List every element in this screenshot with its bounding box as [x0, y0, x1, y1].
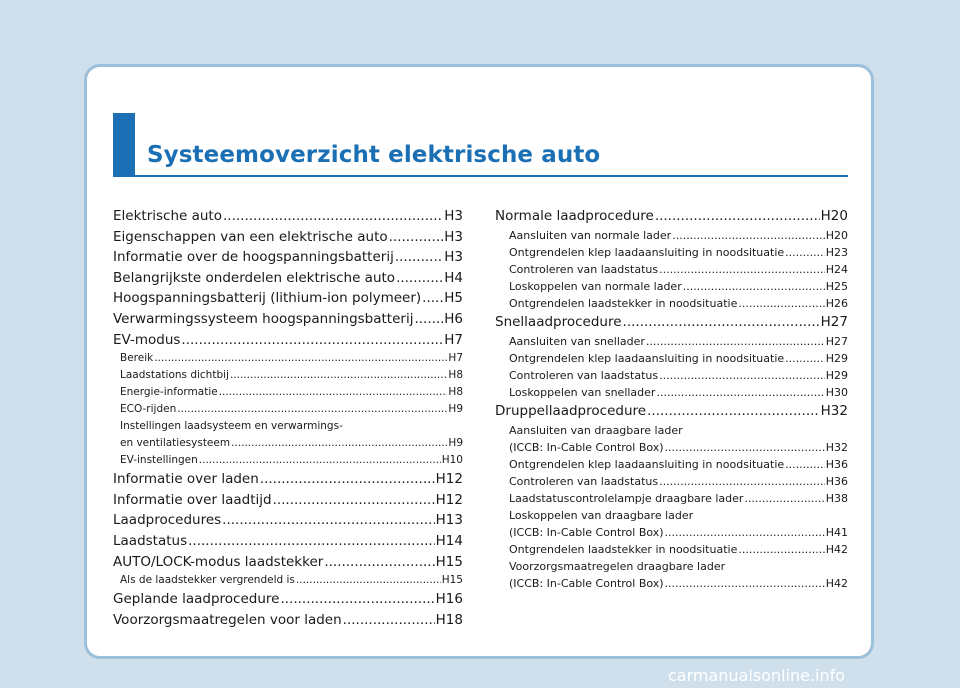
toc-entry[interactable] — [113, 309, 463, 330]
dot-leader — [785, 350, 825, 367]
toc-subentry[interactable] — [495, 244, 848, 261]
toc-page-number: H3 — [444, 208, 463, 224]
toc-entry-label: en ventilatiesysteem — [120, 437, 231, 450]
toc-page-number: H29 — [825, 369, 848, 382]
toc-entry[interactable] — [495, 401, 848, 422]
toc-entry-continued[interactable] — [495, 422, 848, 439]
toc-page-number: H15 — [441, 574, 463, 587]
toc-page-number: H7 — [444, 331, 463, 348]
toc-entry[interactable] — [113, 589, 463, 610]
dot-leader — [646, 333, 825, 350]
toc-page-number: H5 — [444, 290, 463, 307]
toc-page-number: H13 — [435, 512, 463, 529]
toc-entry-label: Controleren van laadstatus — [509, 369, 659, 382]
dot-leader — [623, 312, 820, 333]
page-title: Systeemoverzicht elektrische auto — [147, 142, 601, 168]
dot-leader — [199, 452, 441, 469]
toc-page-number: H32 — [820, 403, 848, 419]
dot-leader — [343, 610, 435, 631]
toc-entry-label: (ICCB: In-Cable Control Box) — [509, 441, 664, 454]
dot-leader — [395, 247, 443, 268]
toc-right-column — [495, 206, 848, 592]
toc-page-number: H9 — [448, 403, 463, 416]
toc-subentry[interactable] — [495, 278, 848, 295]
dot-leader — [324, 552, 434, 573]
toc-entry-label: Informatie over laden — [113, 471, 259, 488]
toc-page-number: H14 — [435, 532, 463, 549]
toc-entry-label: Hoogspanningsbatterij (lithium-ion polymeer) — [113, 290, 422, 307]
toc-entry-continued[interactable] — [495, 558, 848, 575]
dot-leader — [422, 288, 443, 309]
dot-leader — [683, 278, 825, 295]
toc-page-number: H3 — [444, 249, 463, 266]
toc-entry[interactable] — [113, 469, 463, 490]
toc-entry-label: Informatie over de hoogspanningsbatterij — [113, 249, 394, 266]
toc-entry-label: Elektrische auto — [113, 208, 222, 224]
dot-leader — [389, 227, 444, 248]
toc-page-number: H29 — [825, 352, 848, 365]
toc-page-number: H16 — [435, 591, 463, 608]
toc-page-number: H20 — [825, 229, 848, 242]
toc-entry[interactable] — [113, 490, 463, 511]
toc-entry[interactable] — [113, 247, 463, 268]
dot-leader — [672, 227, 825, 244]
toc-page-number: H20 — [820, 208, 848, 224]
toc-entry-continued[interactable] — [113, 418, 463, 435]
title-accent-bar — [113, 113, 135, 177]
toc-entry[interactable] — [113, 268, 463, 289]
dot-leader — [655, 206, 820, 227]
toc-entry-label: ECO-rijden — [120, 403, 177, 416]
toc-subentry[interactable] — [495, 295, 848, 312]
toc-subentry[interactable] — [113, 435, 463, 452]
dot-leader — [219, 384, 448, 401]
toc-entry-label: Ontgrendelen laadstekker in noodsituatie — [509, 543, 738, 556]
toc-page-number: H12 — [435, 471, 463, 488]
toc-page-number: H18 — [435, 611, 463, 628]
dot-leader — [744, 490, 824, 507]
toc-page-number: H27 — [825, 335, 848, 348]
toc-subentry[interactable] — [113, 350, 463, 367]
toc-entry-label: Controleren van laadstatus — [509, 475, 659, 488]
toc-entry-label: Energie-informatie — [120, 386, 218, 399]
toc-subentry[interactable] — [495, 439, 848, 456]
toc-left-column — [113, 206, 463, 630]
dot-leader — [273, 490, 435, 511]
dot-leader — [665, 439, 825, 456]
toc-subentry[interactable] — [495, 227, 848, 244]
toc-subentry[interactable] — [495, 490, 848, 507]
toc-entry-label: Laadprocedures — [113, 512, 222, 529]
dot-leader — [785, 244, 825, 261]
toc-entry[interactable] — [113, 531, 463, 552]
toc-entry[interactable] — [113, 288, 463, 309]
toc-subentry[interactable] — [495, 575, 848, 592]
toc-page-number: H9 — [448, 437, 463, 450]
toc-entry[interactable] — [113, 206, 463, 227]
toc-entry-label: Laadstatus — [113, 532, 188, 549]
dot-leader — [280, 589, 434, 610]
toc-page-number: H15 — [435, 553, 463, 570]
toc-entry-label: Controleren van laadstatus — [509, 263, 659, 276]
toc-entry-label: (ICCB: In-Cable Control Box) — [509, 577, 664, 590]
toc-entry-label: AUTO/LOCK-modus laadstekker — [113, 553, 324, 570]
toc-entry[interactable] — [495, 206, 848, 227]
toc-subentry[interactable] — [495, 524, 848, 541]
toc-entry-continued[interactable] — [495, 507, 848, 524]
toc-entry-label: Laadstations dichtbij — [120, 369, 229, 382]
toc-entry-label: Belangrijkste onderdelen elektrische auto — [113, 269, 396, 286]
toc-page-number: H30 — [825, 386, 848, 399]
toc-subentry[interactable] — [495, 367, 848, 384]
dot-leader — [656, 384, 824, 401]
toc-page-number: H7 — [448, 352, 463, 365]
toc-entry-label: Loskoppelen van draagbare lader — [509, 509, 694, 522]
toc-entry-label: Verwarmingssysteem hoogspanningsbatterij — [113, 310, 414, 327]
toc-page-number: H10 — [441, 454, 463, 467]
toc-entry-label: Aansluiten van draagbare lader — [509, 424, 683, 437]
toc-page-number: H36 — [825, 475, 848, 488]
toc-entry-label: (ICCB: In-Cable Control Box) — [509, 526, 664, 539]
toc-page-number: H25 — [825, 280, 848, 293]
dot-leader — [396, 268, 443, 289]
toc-page-number: H42 — [825, 577, 848, 590]
toc-entry-label: Laadstatuscontrolelampje draagbare lader — [509, 492, 744, 505]
toc-subentry[interactable] — [495, 456, 848, 473]
toc-entry[interactable] — [113, 552, 463, 573]
toc-entry-label: Voorzorgsmaatregelen voor laden — [113, 611, 342, 628]
toc-entry-label: Eigenschappen van een elektrische auto — [113, 228, 388, 245]
toc-page-number: H8 — [448, 386, 463, 399]
toc-page-number: H26 — [825, 297, 848, 310]
toc-subentry[interactable] — [495, 384, 848, 401]
dot-leader — [177, 401, 447, 418]
toc-entry[interactable] — [113, 227, 463, 248]
toc-subentry[interactable] — [113, 367, 463, 384]
toc-page-number: H3 — [444, 228, 463, 245]
dot-leader — [231, 435, 447, 452]
dot-leader — [414, 309, 443, 330]
toc-entry-label: EV-modus — [113, 331, 181, 348]
toc-page-number: H36 — [825, 458, 848, 471]
toc-entry-label: Druppellaadprocedure — [495, 403, 647, 419]
toc-subentry[interactable] — [495, 541, 848, 558]
toc-entry-label: Ontgrendelen klep laadaansluiting in noodsituatie — [509, 352, 785, 365]
toc-entry-label: Loskoppelen van normale lader — [509, 280, 682, 293]
toc-entry-label: Als de laadstekker vergrendeld is — [120, 574, 295, 587]
toc-page-number: H23 — [825, 246, 848, 259]
toc-entry-label: EV-instellingen — [120, 454, 198, 467]
toc-entry-label: Ontgrendelen laadstekker in noodsituatie — [509, 297, 738, 310]
watermark: carmanualsonline.info — [668, 666, 846, 685]
toc-subentry[interactable] — [113, 572, 463, 589]
toc-entry[interactable] — [113, 510, 463, 531]
toc-entry-label: Normale laadprocedure — [495, 208, 654, 224]
toc-subentry[interactable] — [495, 350, 848, 367]
toc-subentry[interactable] — [113, 452, 463, 469]
toc-subentry[interactable] — [113, 384, 463, 401]
toc-entry-label: Ontgrendelen klep laadaansluiting in noodsituatie — [509, 246, 785, 259]
toc-entry-label: Geplande laadprocedure — [113, 591, 280, 608]
toc-page-number: H4 — [444, 269, 463, 286]
toc-page-number: H27 — [820, 314, 848, 330]
toc-entry-label: Ontgrendelen klep laadaansluiting in noodsituatie — [509, 458, 785, 471]
toc-entry-label: Aansluiten van normale lader — [509, 229, 672, 242]
toc-entry-label: Snellaadprocedure — [495, 314, 622, 330]
toc-entry-label: Aansluiten van snellader — [509, 335, 645, 348]
toc-page-number: H8 — [448, 369, 463, 382]
toc-page-number: H32 — [825, 441, 848, 454]
dot-leader — [738, 295, 824, 312]
toc-entry-label: Instellingen laadsysteem en verwarmings- — [120, 420, 343, 433]
toc-entry-label: Informatie over laadtijd — [113, 491, 272, 508]
dot-leader — [659, 367, 825, 384]
dot-leader — [738, 541, 824, 558]
toc-subentry[interactable] — [113, 401, 463, 418]
toc-page-number: H6 — [444, 310, 463, 327]
toc-entry-label: Loskoppelen van snellader — [509, 386, 656, 399]
toc-page-number: H24 — [825, 263, 848, 276]
toc-page-number: H41 — [825, 526, 848, 539]
dot-leader — [230, 367, 447, 384]
title-underline — [113, 175, 848, 177]
dot-leader — [181, 330, 443, 351]
toc-entry[interactable] — [495, 312, 848, 333]
dot-leader — [296, 572, 441, 589]
toc-subentry[interactable] — [495, 333, 848, 350]
dot-leader — [223, 206, 443, 227]
toc-subentry[interactable] — [495, 261, 848, 278]
toc-entry-label: Voorzorgsmaatregelen draagbare lader — [509, 560, 726, 573]
toc-entry[interactable] — [113, 610, 463, 631]
dot-leader — [665, 524, 825, 541]
dot-leader — [222, 510, 434, 531]
toc-entry[interactable] — [113, 330, 463, 351]
dot-leader — [647, 401, 820, 422]
toc-entry-label: Bereik — [120, 352, 154, 365]
dot-leader — [154, 350, 447, 367]
dot-leader — [785, 456, 825, 473]
dot-leader — [665, 575, 825, 592]
toc-subentry[interactable] — [495, 473, 848, 490]
dot-leader — [260, 469, 435, 490]
toc-page-number: H12 — [435, 491, 463, 508]
toc-page-number: H42 — [825, 543, 848, 556]
dot-leader — [659, 261, 825, 278]
dot-leader — [659, 473, 825, 490]
toc-page-number: H38 — [825, 492, 848, 505]
dot-leader — [188, 531, 435, 552]
